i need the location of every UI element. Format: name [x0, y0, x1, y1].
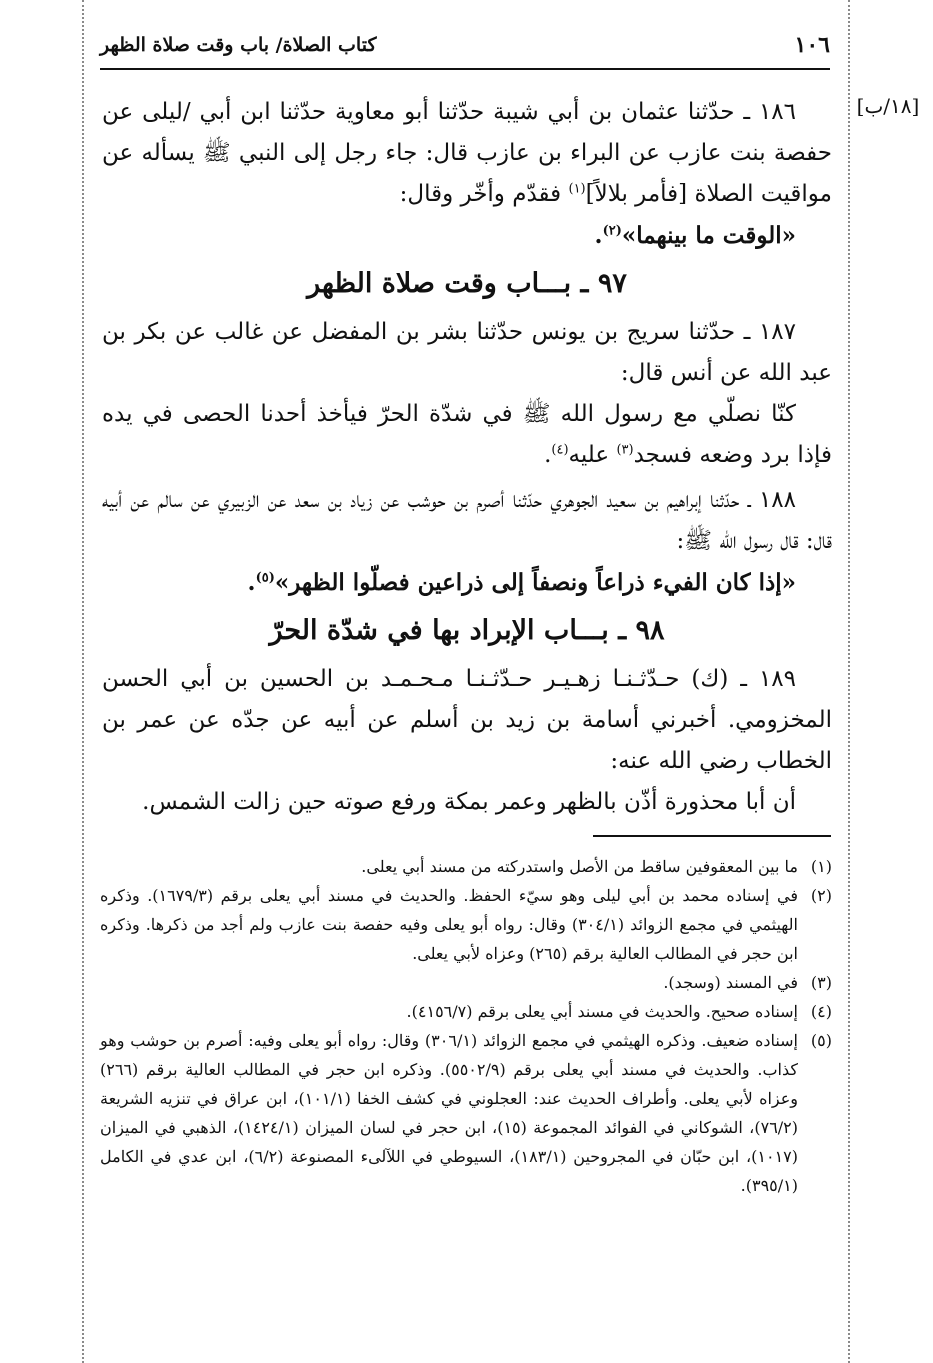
hadith-187-text: كنّا نصلّي مع رسول الله ﷺ في شدّة الحرّ فيأخذ أحدنا الحصى في يده فإذا برد وضعه فسجد: [102, 401, 832, 468]
margin-folio-note: [١٨/ب]: [856, 94, 920, 118]
hadith-188-end: .: [247, 569, 256, 596]
footnote-ref-4[interactable]: (٤): [551, 442, 569, 458]
scan-margin-right: [848, 0, 850, 1363]
main-text: [102, 92, 832, 823]
footnote-text: في إسناده محمد بن أبي ليلى وهو سيّء الحفظ. والحديث في مسند أبي يعلى برقم (١٦٧٩/٣). وذكره الهيثمي في مجمع الزوائد (٣٠٤/١) وقال: رواه أبو يعلى وفيه حفصة بنت عازب ولم أجد من ذكرها. وذكره ابن حجر في المطالب العالية برقم (٢٦٥) وعزاه لأبي يعلى.: [100, 886, 798, 963]
footnote-item: [100, 881, 832, 968]
running-header: [100, 32, 830, 64]
hadith-188-saying: «إذا كان الفيء ذراعاً ونصفاً إلى ذراعين فصلّوا الظهر»: [274, 569, 796, 596]
footnote-number: (٣): [810, 973, 832, 992]
footnote-text: إسناده ضعيف. وذكره الهيثمي في مجمع الزوائد (٣٠٦/١) وقال: رواه أبو يعلى وفيه: أصرم بن حوشب وهو كذاب. والحديث في مسند أبي يعلى برقم (٥٥٠٢/٩). وذكره ابن حجر في المطالب العالية برقم (٢٦٦) وعزاه لأبي يعلى. وأطراف الحديث عند: العجلوني في كشف الخفا (١٠١/١)، ابن عراق في تنزيه الشريعة (٧٦/٢)، الشوكاني في الفوائد المجموعة (١٥)، ابن حجر في لسان الميزان (١٤٢٤/١)، الذهبي في الميزان (١٠١٧)، ابن حبّان في المجروحين (١٨٣/١)، السيوطي في اللآلىء المصنوعة (٦/٢)، ابن عدي في الكامل (٣٩٥/١).: [100, 1031, 799, 1195]
hadith-189: ١٨٩ ـ (ك) حـدّثـنـا زهـيـر حـدّثـنـا مـحـمـد بن الحسين بن أبي الحسن المخزومي. أخبرني أسامة بن زيد بن أسلم عن أبيه عن جدّه عن عمر بن الخطاب رضي الله عنه:: [102, 666, 832, 774]
hadith-186-tail: فقدّم وأخّر وقال:: [399, 181, 569, 207]
footnote-number: (٢): [810, 886, 832, 905]
hadith-189-matn: أن أبا محذورة أذّن بالظهر وعمر بمكة ورفع صوته حين زالت الشمس.: [142, 789, 796, 815]
footnote-item: [100, 1026, 832, 1200]
chapter-heading-98: ٩٨ ـ بـــاب الإبراد بها في شدّة الحرّ: [269, 615, 665, 646]
footnote-number: (٥): [810, 1031, 832, 1050]
hadith-188: ١٨٨ ـ حدّثنا إبراهيم بن سعيد الجوهري حدّثنا أصرم بن حوشب عن زياد بن سعد عن الزبيري عن سالم عن أبيه قال: قال رسول الله ﷺ:: [102, 487, 832, 554]
footnote-number: (٤): [810, 1002, 832, 1021]
footnote-separator: [593, 835, 831, 837]
hadith-187: ١٨٧ ـ حدّثنا سريج بن يونس حدّثنا بشر بن المفضل عن غالب عن بكر بن عبد الله عن أنس قال:: [102, 319, 832, 386]
hadith-186-text: ١٨٦ ـ حدّثنا عثمان بن أبي شيبة حدّثنا أبو معاوية حدّثنا ابن أبي /ليلى عن حفصة بنت عازب عن البراء بن عازب قال: جاء رجل إلى النبي ﷺ يسأله عن مواقيت الصلاة [فأمر بلالاً]: [102, 99, 832, 207]
hadith-187-mid: عليه: [568, 442, 617, 468]
hadith-187-matn: [102, 394, 832, 476]
footnote-ref-5[interactable]: (٥): [255, 570, 275, 586]
hadith-186-saying-line: [102, 215, 832, 256]
chapter-heading-97: ٩٧ ـ بـــاب وقت صلاة الظهر: [307, 268, 627, 299]
hadith-188-saying-line: [102, 562, 832, 603]
footnote-text: ما بين المعقوفين ساقط من الأصل واستدركته من مسند أبي يعلى.: [361, 857, 798, 876]
footnote-item: [100, 852, 832, 881]
footnotes: [100, 852, 832, 1200]
footnote-ref-2[interactable]: (٢): [602, 223, 622, 239]
hadith-186-saying: «الوقت ما بينهما»: [621, 222, 796, 249]
footnote-item: [100, 997, 832, 1026]
hadith-186: [102, 92, 832, 215]
hadith-186-end: .: [594, 222, 603, 249]
scan-margin-left: [82, 0, 84, 1363]
hadith-187-end: .: [544, 442, 552, 468]
footnote-ref-3[interactable]: (٣): [616, 442, 634, 458]
header-rule: [100, 68, 830, 70]
footnote-ref-1[interactable]: (١): [568, 181, 586, 197]
footnote-text: في المسند (وسجد).: [663, 973, 798, 992]
footnote-number: (١): [810, 857, 832, 876]
page-number: ١٠٦: [794, 32, 830, 58]
running-title: كتاب الصلاة/ باب وقت صلاة الظهر: [100, 34, 377, 56]
footnote-text: إسناده صحيح. والحديث في مسند أبي يعلى برقم (٤١٥٦/٧).: [406, 1002, 798, 1021]
footnote-item: [100, 968, 832, 997]
